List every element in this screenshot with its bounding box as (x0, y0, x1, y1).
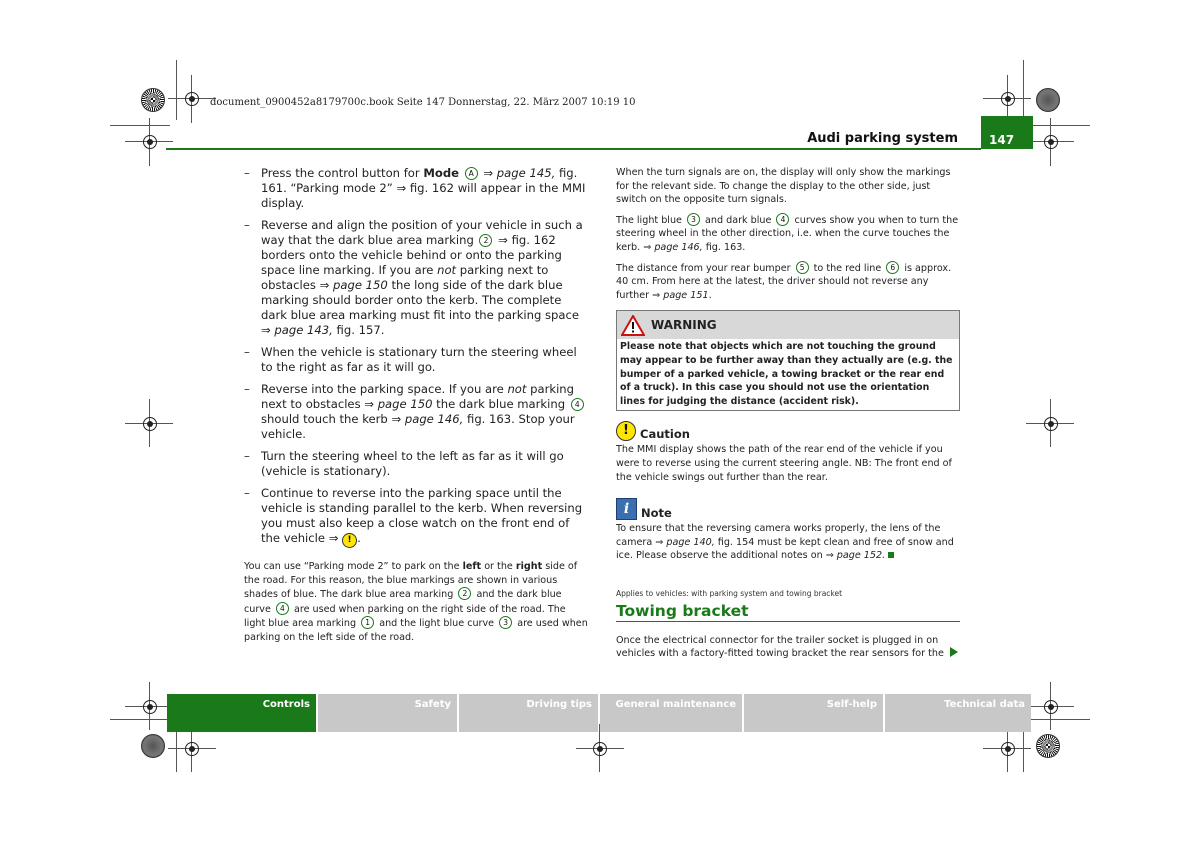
page-reference-link[interactable]: page 150 (333, 278, 388, 292)
list-item: – Turn the steering wheel to the left as far as it will go (vehicle is stationary). (244, 449, 564, 478)
callout-marker: A (465, 167, 478, 180)
warning-title: WARNING (651, 318, 717, 333)
registration-star (1036, 734, 1060, 758)
dash-bullet: – (244, 486, 250, 500)
page-reference-link[interactable]: page 145, (496, 166, 556, 180)
page-reference-link[interactable]: page 150 (377, 397, 433, 411)
nav-tab-general-maintenance[interactable]: General maintenance (600, 694, 742, 732)
page-reference-link[interactable]: page 146, (404, 412, 464, 426)
note-heading (616, 498, 960, 520)
page-reference-link[interactable]: page 146, (654, 241, 703, 253)
callout-marker: 2 (458, 587, 471, 600)
list-item: – Press the control button for Mode A ⇒ page 145, fig. 161. “Parking mode 2” ⇒ fig. 162 will appear in the MMI display. (244, 166, 586, 210)
caution-icon: ! (342, 533, 357, 548)
registration-dot (1036, 88, 1060, 112)
crosshair-mark (143, 700, 157, 714)
file-info: document_0900452a8179700c.book Seite 147 Donnerstag, 22. März 2007 10:19 10 (210, 97, 636, 108)
callout-marker: 1 (361, 616, 374, 629)
chapter-nav (167, 694, 1033, 732)
dash-bullet: – (244, 166, 250, 180)
crosshair-mark (143, 135, 157, 149)
callout-marker: 4 (776, 213, 789, 226)
callout-marker: 3 (687, 213, 700, 226)
dash-bullet: – (244, 218, 250, 232)
crosshair-mark (593, 742, 607, 756)
callout-marker: 6 (886, 261, 899, 274)
dash-bullet: – (244, 345, 250, 359)
callout-marker: 2 (479, 234, 492, 247)
body-paragraph: The distance from your rear bumper 5 to the red line 6 is approx. 40 cm. From here at the latest, the driver should not reverse any further ⇒ page 151. (616, 262, 952, 301)
page-reference-link[interactable]: page 143, (274, 323, 333, 337)
warning-header (617, 311, 959, 339)
caution-title: Caution (640, 427, 690, 442)
body-paragraph: When the turn signals are on, the display will only show the markings for the relevant side. To change the display to the other side, just switch on the opposite turn signals. (616, 167, 951, 206)
callout-marker: 4 (571, 398, 584, 411)
header-rule (166, 148, 981, 150)
applies-note: Applies to vehicles: with parking system and towing bracket (616, 588, 843, 598)
nav-tab-self-help[interactable]: Self-help (744, 694, 883, 732)
note-text: To ensure that the reversing camera works properly, the lens of the camera ⇒ page 140, fig. 154 must be kept clean and free of snow and ice. Please observe the additional notes on ⇒ page 152. (616, 523, 954, 562)
registration-star (141, 88, 165, 112)
crosshair-mark (1001, 92, 1015, 106)
body-paragraph: Once the electrical connector for the trailer socket is plugged in on vehicles with a factory-fitted towing bracket the rear sensors for the (616, 634, 960, 661)
info-icon: i (616, 498, 637, 520)
nav-tab-safety[interactable]: Safety (318, 694, 457, 732)
crosshair-mark (1044, 417, 1058, 431)
crosshair-mark (1001, 742, 1015, 756)
warning-text: Please note that objects which are not touching the ground may appear to be further away than they actually are (e.g. the bumper of a parked vehicle, a towing bracket or the rear end of a truck). In this case you should not use the orientation lines for judging the distance (accident risk). (620, 341, 953, 407)
page-title: Audi parking system (807, 131, 958, 146)
body-paragraph: The light blue 3 and dark blue 4 curves show you when to turn the steering wheel in the other direction, i.e. when the curve touches the kerb. ⇒ page 146, fig. 163. (616, 214, 959, 253)
body-paragraph: You can use “Parking mode 2” to park on the left or the right side of the road. For this reason, the blue markings are shown in various shades of blue. The dark blue area marking 2 and the dark blue curve 4 are used when parking on the right side of the road. The light blue area marking 1 and the light blue curve 3 are used when parking on the left side of the road. (244, 561, 588, 643)
caution-text: The MMI display shows the path of the rear end of the vehicle if you were to reverse using the current steering angle. NB: The front end of the vehicle swings out further than the rear. (616, 444, 952, 483)
note-title: Note (641, 506, 672, 521)
callout-marker: 5 (796, 261, 809, 274)
warning-box (616, 310, 960, 411)
nav-tab-driving-tips[interactable]: Driving tips (459, 694, 598, 732)
nav-tab-controls[interactable]: Controls (167, 694, 316, 732)
crosshair-mark (185, 92, 199, 106)
page-reference-link[interactable]: page 151 (663, 289, 709, 301)
crosshair-mark (185, 742, 199, 756)
crosshair-mark (1044, 135, 1058, 149)
list-item: – When the vehicle is stationary turn the steering wheel to the right as far as it will go. (244, 345, 577, 374)
continue-arrow-icon (950, 647, 958, 657)
crosshair-mark (143, 417, 157, 431)
dash-bullet: – (244, 382, 250, 396)
warning-triangle-icon (621, 315, 645, 336)
section-end-icon (888, 552, 894, 558)
caution-icon: ! (616, 421, 636, 441)
right-column (616, 166, 960, 667)
caution-heading (616, 421, 960, 441)
page-number: 147 (981, 116, 1033, 149)
registration-dot (141, 734, 165, 758)
list-item: – Reverse and align the position of your vehicle in such a way that the dark blue area marking 2 ⇒ fig. 162 borders onto the vehicle behind or onto the parking space line marking. If you are not parking next to obstacles ⇒ page 150 the long side of the dark blue marking should border onto the kerb. The complete dark blue area marking must fit into the parking space ⇒ page 143, fig. 157. (244, 218, 583, 337)
page-reference-link[interactable]: page 140, (666, 536, 715, 548)
list-item: – Reverse into the parking space. If you are not parking next to obstacles ⇒ page 150 the dark blue marking 4 should touch the kerb ⇒ page 146, fig. 163. Stop your vehicle. (244, 382, 589, 442)
callout-marker: 4 (276, 602, 289, 615)
section-heading: Towing bracket (616, 602, 960, 622)
crosshair-mark (1044, 700, 1058, 714)
dash-bullet: – (244, 449, 250, 463)
callout-marker: 3 (499, 616, 512, 629)
list-item: – Continue to reverse into the parking space until the vehicle is standing parallel to the kerb. When reversing you must also keep a close watch on the front end of the vehicle ⇒ ! . (244, 486, 589, 548)
nav-tab-technical-data[interactable]: Technical data (885, 694, 1031, 732)
page-reference-link[interactable]: page 152. (836, 550, 886, 562)
left-column (244, 166, 589, 645)
